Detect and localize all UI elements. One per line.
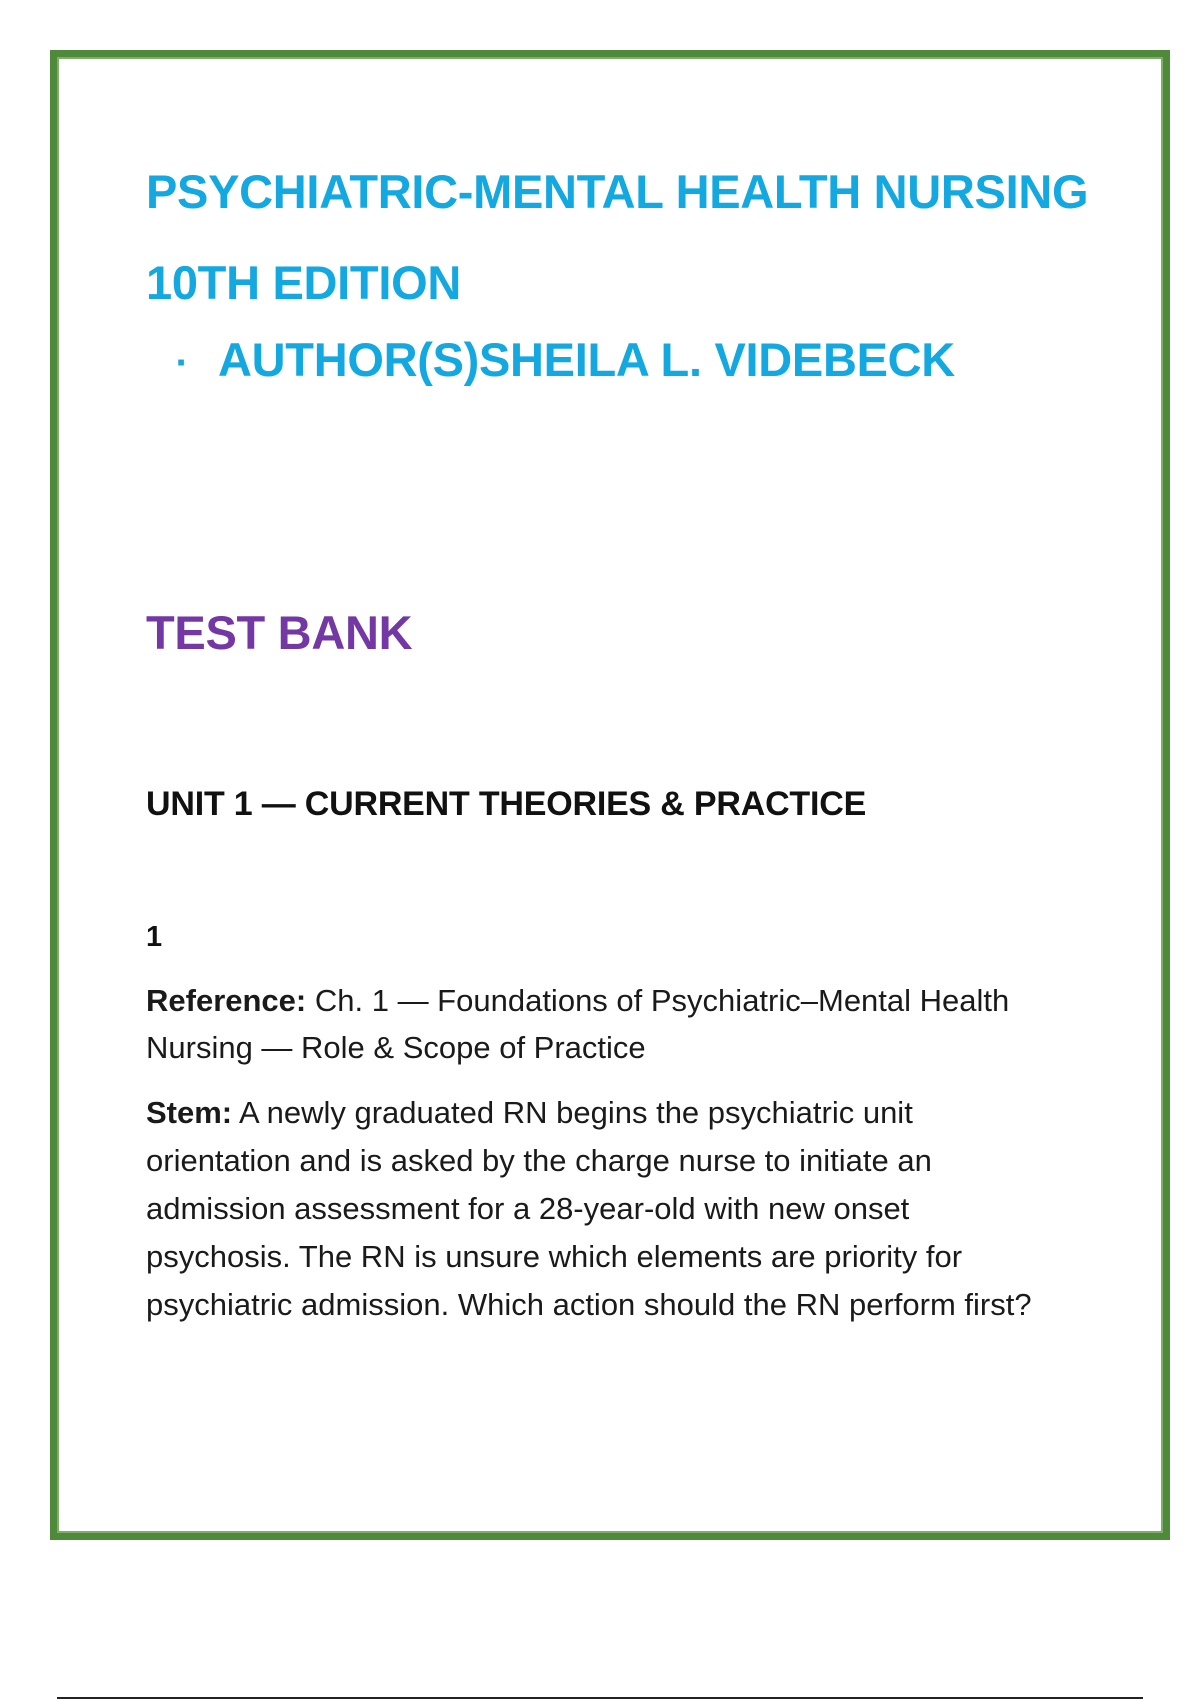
question-stem: [146, 1089, 1046, 1329]
stem-text: A newly graduated RN begins the psychiatric unit orientation and is asked by the charge nurse to initiate an admission assessment for a 28-year-old with new onset psychosis. The RN is unsure which elements are priority for psychiatric admission. Which action should the RN perform first?: [146, 1095, 1032, 1322]
test-bank-heading: TEST BANK: [146, 606, 413, 659]
bullet-icon: ·: [175, 341, 189, 385]
title-line-2: 10TH EDITION: [146, 256, 462, 309]
unit-heading: UNIT 1 — CURRENT THEORIES & PRACTICE: [146, 785, 867, 823]
stem-label: Stem:: [146, 1095, 233, 1130]
author-name: AUTHOR(S)SHEILA L. VIDEBECK: [218, 333, 955, 386]
reference-text: Ch. 1 — Foundations of Psychiatric–Mental Health Nursing — Role & Scope of Practice: [146, 983, 1010, 1065]
question-reference: [146, 977, 1106, 1071]
footer-divider: [57, 1697, 1143, 1699]
document-title: [146, 146, 1088, 328]
question-number: 1: [146, 921, 163, 953]
author-line: [146, 330, 955, 393]
title-line-1: PSYCHIATRIC-MENTAL HEALTH NURSING: [146, 165, 1089, 218]
reference-label: Reference:: [146, 983, 307, 1018]
